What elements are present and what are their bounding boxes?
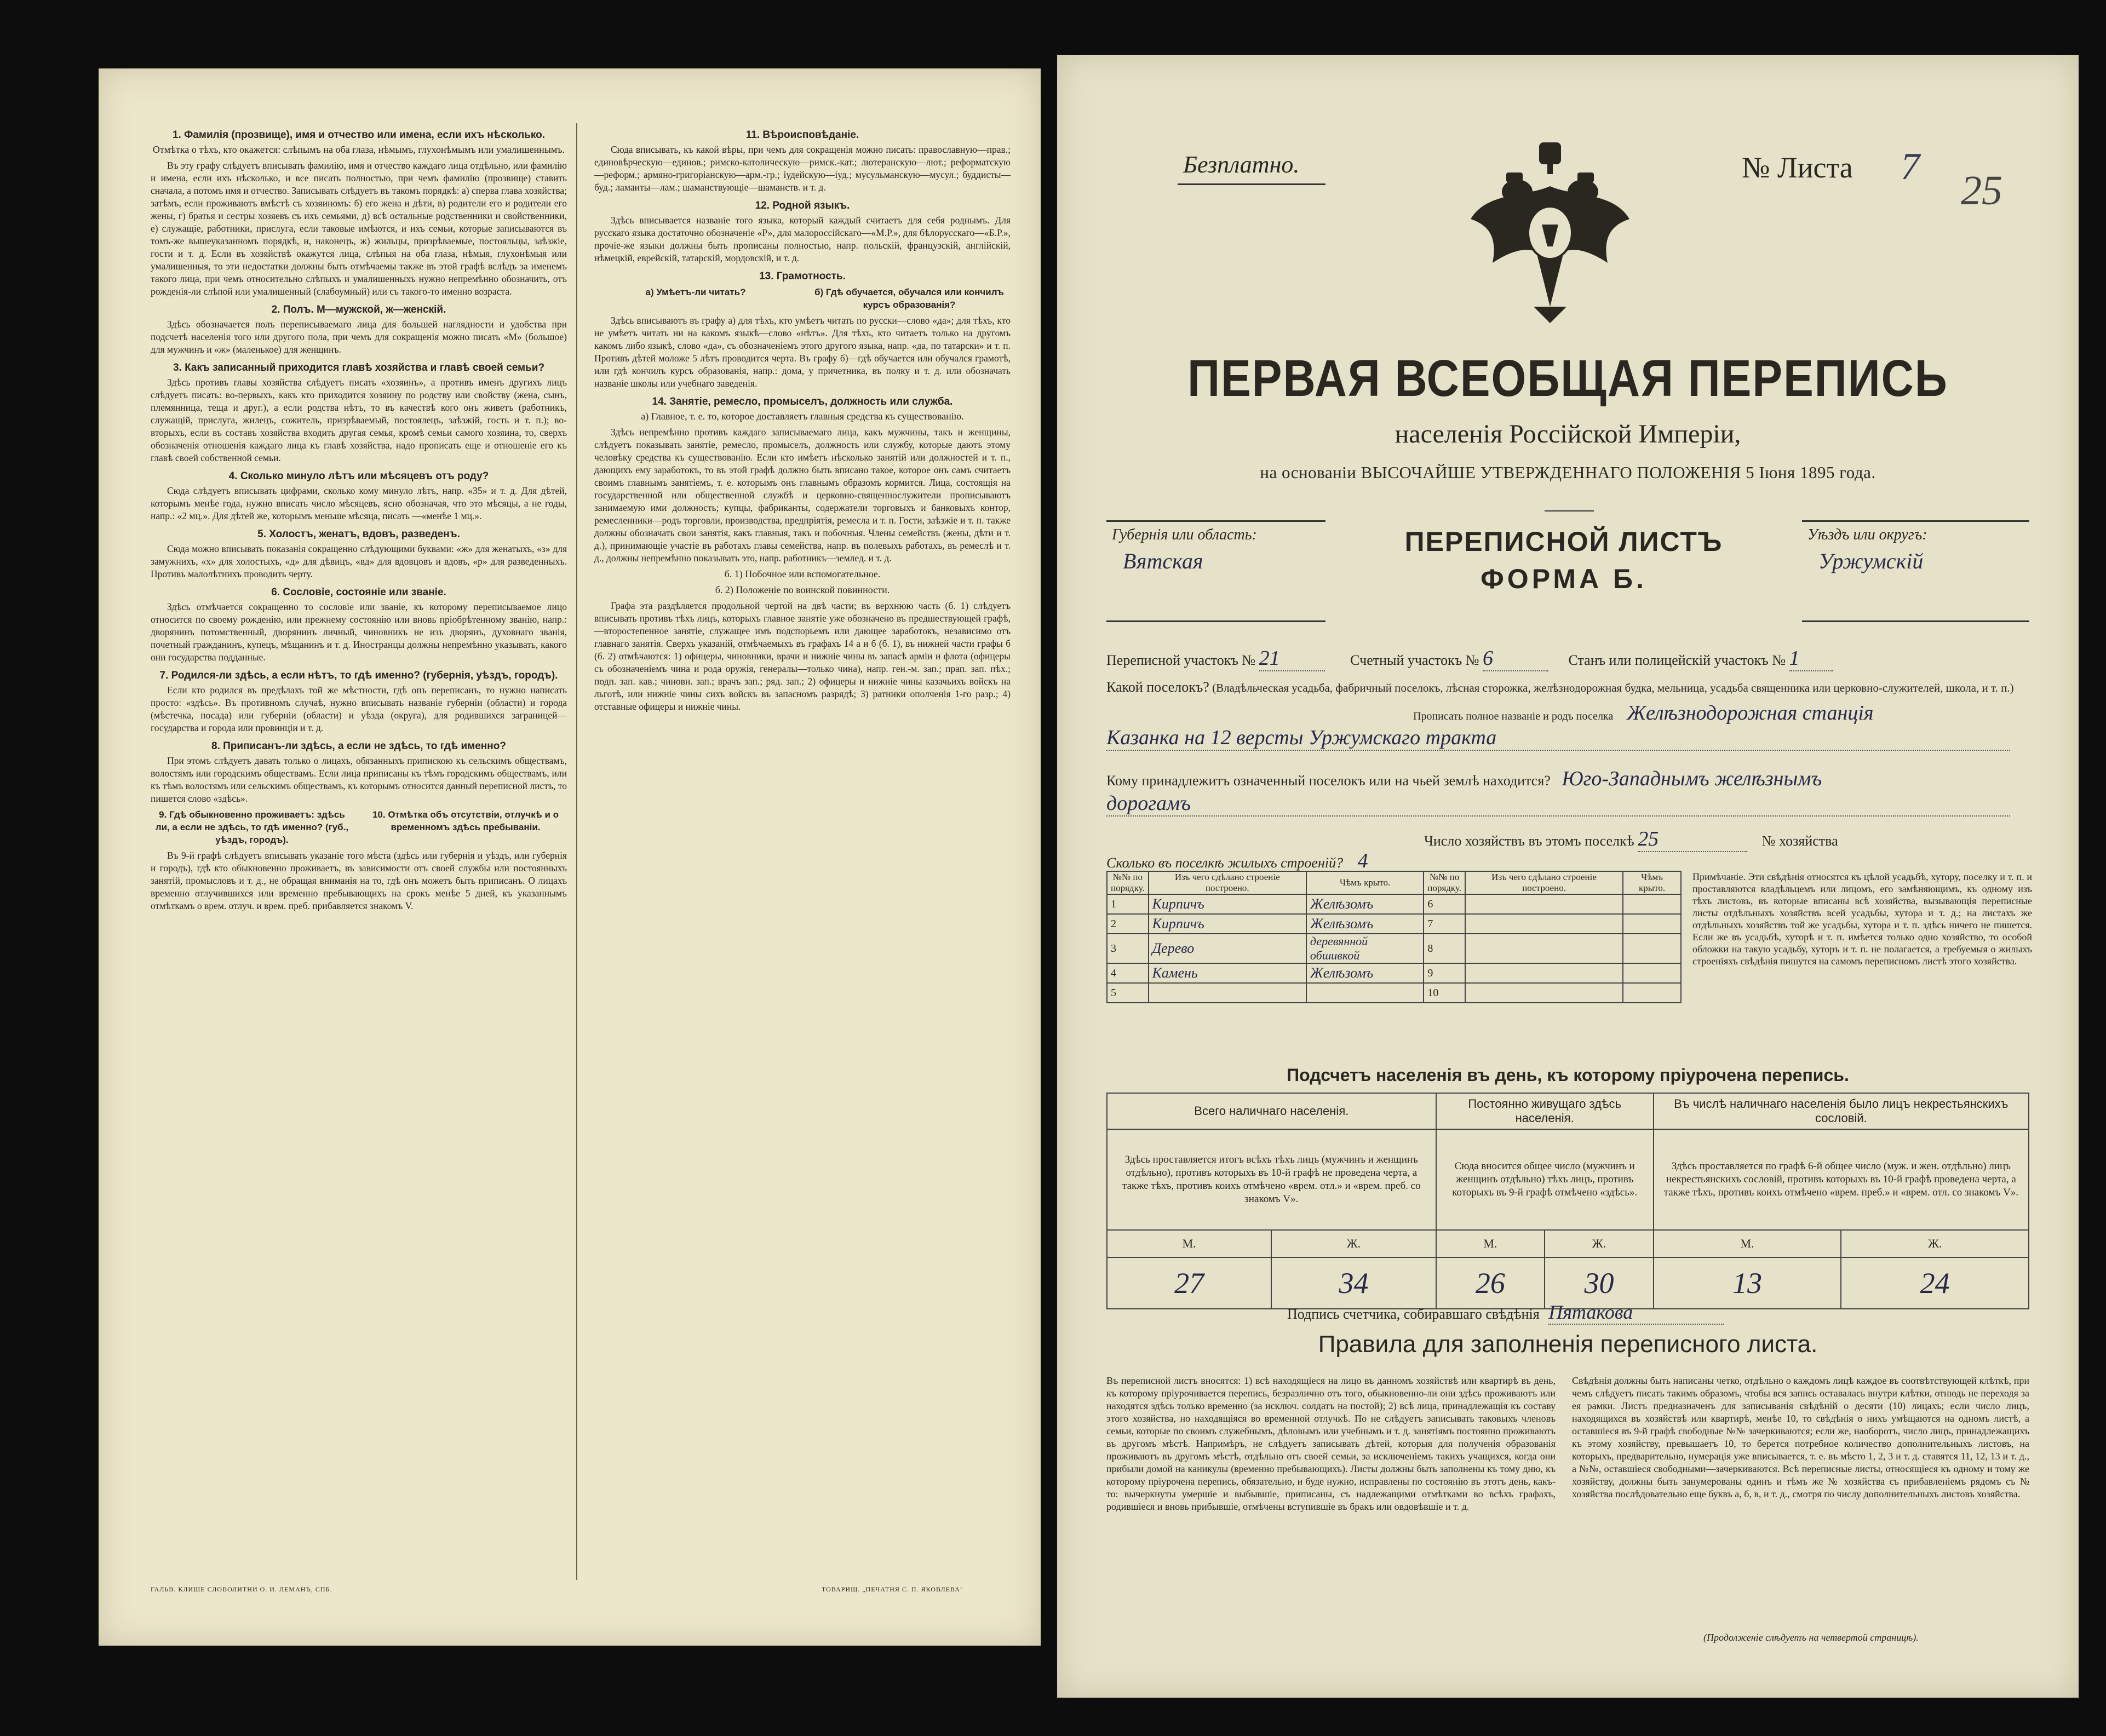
section-14b: [594, 568, 1011, 713]
table-row: [1107, 963, 1681, 983]
rules-right-column: Свѣдѣнія должны быть написаны четко, отдѣльно о каждомъ лицѣ каждое въ соотвѣтствующей клѣткѣ, при чемъ слѣдуетъ писать такимъ образомъ, чтобы вся запись оставалась внутри клѣтки, отнюдь не переходя за ея рамки. Листъ предназначенъ для записыванія свѣдѣній о десяти (10) лицахъ; если число лицъ, находящихся въ хозяйствѣ или квартирѣ, менѣе 10, то свѣдѣнія о нихъ умѣщаются на одномъ листѣ, а оставшіеся въ 9-й графѣ свободные №№ зачеркиваются; если же, наоборотъ, число лицъ, принадлежащихъ къ этому хозяйству, превышаетъ 10, то берется потребное количество дополнительныхъ листовъ, на которыхъ, предварительно, нумерація уже вписывается, т. е. въ мѣсто 1, 2, 3 и т. д. ставятся 11, 12, 13 и т. д., а №№, оставшіеся свободными—зачеркиваются. Всѣ переписные листы, относящіеся къ одному и тому же хозяйству, должны быть занумерованы одинъ и тѣмъ же № хозяйства съ прибавленіемъ рядомъ съ № хозяйства послѣдовательно еще буквъ а, б, в, и т. д., смотря по числу дополнительныхъ листовъ хозяйства.: [1572, 1375, 2029, 1499]
section-text: Сюда слѣдуетъ вписывать цифрами, сколько кому минуло лѣтъ, напр. «35» и т. д. Для дѣтей, которымъ менѣе года, нужно вписать число мѣсяцевъ, ясно обозначая, что это мѣсяцы, а не годы, напр.: «2 мц.». Для дѣтей же, которымъ меньше мѣсяца, писать —«менѣе 1 мц.».: [151, 485, 567, 521]
row-number: 2: [1107, 914, 1149, 934]
column-header: Изъ чего сдѣлано строеніе построено.: [1465, 871, 1623, 894]
men-label: М.: [1436, 1230, 1545, 1257]
section-heading: 12. Родной языкъ.: [755, 200, 850, 211]
section-14: [594, 395, 1011, 565]
owner-value-1: Юго-Западнымъ желѣзнымъ: [1562, 767, 1822, 790]
buildings-table: [1106, 871, 1682, 1003]
section-heading: 5. Холостъ, женатъ, вдовъ, разведенъ.: [257, 528, 460, 540]
column-header: Постоянно живущаго здѣсь населенія.: [1436, 1093, 1654, 1129]
resident-women-value: 30: [1545, 1257, 1654, 1309]
material-cell: Камень: [1149, 963, 1306, 983]
district-value: Уржумскій: [1818, 549, 1924, 573]
row-number: 1: [1107, 894, 1149, 914]
row-number: 3: [1107, 934, 1149, 963]
census-district-label: Переписной участокъ №: [1106, 652, 1256, 668]
table-row: [1107, 1129, 2029, 1230]
rules-title: Правила для заполненія переписного листа.: [1318, 1331, 1818, 1358]
free-underline: [1178, 183, 1325, 185]
census-form-page: [1057, 55, 2079, 1698]
household-number-label: № хозяйства: [1761, 833, 1838, 849]
imprint-left: ГАЛЬВ. КЛИШЕ СЛОВОЛИТНИ О. И. ЛЕМАНЪ, СПБ.: [151, 1585, 332, 1593]
owner-value-line: [1106, 791, 2029, 817]
corner-number: 25: [1961, 168, 2002, 214]
census-district-value: 21: [1259, 646, 1325, 671]
instructions-column-1: [151, 123, 567, 916]
section-heading: 3. Какъ записанный приходится главѣ хозяйства и главѣ своей семьи?: [173, 362, 545, 373]
sheet-number-value: 7: [1901, 146, 1920, 188]
settlement-hint-2: Прописать полное названіе и родъ поселка: [1413, 710, 1614, 722]
material-cell: Кирпичъ: [1149, 894, 1306, 914]
nonpeasant-women-value: 24: [1841, 1257, 2029, 1309]
settlement-value-line: [1106, 726, 2029, 751]
district-label: Уѣздъ или округъ:: [1807, 526, 1927, 543]
section-text: Графа эта раздѣляется продольной чертой на двѣ части; въ верхнюю часть (б. 1) слѣдуетъ вписывать противъ тѣхъ лицъ, которыхъ главное занятіе уже обозначено въ предшествующей графѣ,—второстепенное занятіе, служащее имъ подспорьемъ или дающее заработокъ, независимо отъ главнаго занятія. Сверхъ указаній, отмѣчаемыхъ въ графахъ 14 а и б (б. 1), въ нижней части графы б (б. 2) отмѣчаются: 1) офицеры, чиновники, врачи и нижніе чины въ запасѣ арміи и флота (офицеры съ обозначеніемъ чина и рода оружія, генералы—только чина), напр. ген.-м. зап.; прап. зап. пѣх.; подп. зап. кав.; чиновн. зап.; врачъ зап.; ряд. зап.; 2) офицеры и нижніе чины казачьихъ войскъ на льготѣ, или нижніе чины сихъ войскъ въ запасномъ разрядѣ; 3) ратники ополченія 1-го разр.; 4) отставные офицеры и нижніе чины.: [594, 600, 1011, 712]
section-text: Здѣсь вписываютъ въ графу а) для тѣхъ, кто умѣетъ читать по русски—слово «да»; для тѣхъ, кто не умѣетъ читать ни на какомъ языкѣ—слово «нѣтъ». Для тѣхъ, кто читаетъ только на другомъ какомъ либо языкѣ, слово «да», съ обозначеніемъ этого другого языка, напр. «да, по татарски» и т. п. Противъ дѣтей моложе 5 лѣтъ проводится черта. Въ графу б)—гдѣ обучается или обучался грамотѣ, или гдѣ кончилъ курсъ образованія, напр.: дома, у причетника, въ полку и т. д. или обозначать названіе школы или учебнаго заведенія.: [594, 315, 1011, 389]
province-value: Вятская: [1123, 549, 1203, 573]
divider: [1545, 510, 1594, 511]
buildings-note: Примѣчаніе. Эти свѣдѣнія относятся къ цѣлой усадьбѣ, хутору, поселку и т. п. и проставляются владѣльцемъ или лицомъ, его замѣняющимъ, къ одному изъ тѣхъ листовъ, въ которые вписаны всѣ хозяйства, вызывающія переписные листы отдѣльныхъ хозяйствъ всей усадьбы, хутора и т. д.; на листахъ же отдѣльныхъ хозяйствъ той же усадьбы, хутора и т. п. здѣсь ничего не пишется. Если же въ усадьбѣ, хуторѣ и т. п. имѣется только одно хозяйство, то особой обложки на такую усадьбу, хуторъ и т. п. не полагается, а требуемыя о жилыхъ строеніяхъ свѣдѣнія пишутся на самомъ переписномъ листѣ этого хозяйства.: [1692, 871, 2032, 967]
main-title: ПЕРВАЯ ВСЕОБЩАЯ ПЕРЕПИСЬ: [1187, 350, 1948, 407]
instructions-column-2: [594, 123, 1011, 716]
men-label: М.: [1654, 1230, 1841, 1257]
section-subheading: а) Главное, т. е. то, которое доставляетъ главныя средства къ существованію.: [641, 411, 964, 422]
women-label: Ж.: [1841, 1230, 2029, 1257]
count-district-label: Счетный участокъ №: [1350, 652, 1479, 668]
column-header: Въ числѣ наличнаго населенія было лицъ некрестьянскихъ сословій.: [1654, 1093, 2029, 1129]
section-13: [594, 270, 1011, 390]
table-row: [1107, 914, 1681, 934]
section-7: [151, 669, 567, 734]
section-text: Если кто родился въ предѣлахъ той же мѣстности, гдѣ опъ переписанъ, то нужно написать просто: «здѣсь». Въ противномъ случаѣ, нужно вписывать названіе губерніи (области) и города (мѣстечка, посада) или губерніи (области) и уѣзда (округа), для родившихся заграницей—государства и города или провинціи и т. д.: [151, 685, 567, 733]
settlement-value-2: Казанка на 12 версты Уржумскаго тракта: [1106, 726, 2010, 751]
women-label: Ж.: [1271, 1230, 1436, 1257]
column-header: №№ по порядку.: [1107, 871, 1149, 894]
double-headed-eagle-emblem-icon: [1465, 142, 1635, 329]
section-text: Сюда вписывать, къ какой вѣры, при чемъ для сокращенія можно писать: православную—прав.; единовѣрческую—единов.; римско-католическую—римск.-кат.; лютеранскую—лют.; реформатскую—реформ.; армяно-григоріанскую—арм.-гр.; іудейскую—іуд.; мусульманскую—мусул.; буддисты—буд.; ламаиты—лам.; шаманствующіе—шаманств. и т. д.: [594, 144, 1011, 193]
population-count-title: Подсчетъ населенія въ день, къ которому пріурочена перепись.: [1287, 1065, 1849, 1085]
men-label: М.: [1107, 1230, 1271, 1257]
row-number: 7: [1424, 914, 1465, 934]
section-heading: 2. Полъ. М—мужской, ж—женскій.: [271, 304, 446, 315]
section-2: [151, 303, 567, 356]
row-number: 8: [1424, 934, 1465, 963]
row-number: 4: [1107, 963, 1149, 983]
owner-label: Кому принадлежитъ означенный поселокъ или на чьей землѣ находится?: [1106, 773, 1551, 789]
section-1: [151, 129, 567, 298]
section-subheading: б. 2) Положеніе по воинской повинности.: [715, 584, 890, 595]
signature-label: Подпись счетчика, собиравшаго свѣдѣнія: [1287, 1306, 1540, 1322]
roof-cell: Желѣзомъ: [1306, 963, 1424, 983]
population-count-table: [1106, 1093, 2029, 1309]
owner-value-2: дорогамъ: [1106, 791, 2010, 817]
settlement-value-1: Желѣзнодорожная станція: [1627, 702, 1874, 725]
section-heading: 14. Занятіе, ремесло, промыселъ, должность или служба.: [652, 396, 953, 407]
settlement-label: Какой поселокъ?: [1106, 679, 1209, 695]
literacy-subheadings: [594, 286, 1011, 311]
row-number: 9: [1424, 963, 1465, 983]
settlement-line: [1106, 679, 2029, 695]
column-description: Здѣсь проставляется по графѣ 6-й общее число (муж. и жен. отдѣльно) лицъ некрестьянскихъ сословій, противъ которыхъ въ 10-й графѣ проведена черта, а также тѣхъ, противъ коихъ отмѣчено «врем. преб.» и «врем. отл. со знакомъ V».: [1654, 1129, 2029, 1230]
column-header: Всего наличнаго населенія.: [1107, 1093, 1436, 1129]
section-heading: 4. Сколько минуло лѣтъ или мѣсяцевъ отъ роду?: [228, 470, 489, 482]
section-text: Здѣсь вписывается названіе того языка, который каждый считаетъ для себя роднымъ. Для русскаго языка достаточно обозначеніе «Р», для малороссійскаго—«М.Р.», для бѣлорусскаго—«Б.Р.», прочіе-же языки должны быть прописаны полностью, напр. польскій, французскій, англійскій, нѣмецкій, еврейскій, татарскій, мордовскій, и т. д.: [594, 215, 1011, 263]
row-number: 5: [1107, 983, 1149, 1003]
material-cell: Кирпичъ: [1149, 914, 1306, 934]
roof-cell: Желѣзомъ: [1306, 914, 1424, 934]
total-women-value: 34: [1271, 1257, 1436, 1309]
column-description: Сюда вносится общее число (мужчинъ и женщинъ отдѣльно) тѣхъ лицъ, противъ которыхъ въ 9-й графѣ отмѣчено «здѣсь».: [1436, 1129, 1654, 1230]
households-label: Число хозяйствъ въ этомъ поселкѣ: [1424, 833, 1634, 849]
section-heading: 6. Сословіе, состояніе или званіе.: [271, 587, 446, 598]
section-heading: 11. Вѣроисповѣданіе.: [745, 129, 859, 141]
section-heading: б. 1) Побочное или вспомогательное.: [724, 568, 881, 579]
table-header-row: [1107, 1093, 2029, 1129]
section-heading: 8. Приписанъ-ли здѣсь, а если не здѣсь, то гдѣ именно?: [211, 740, 506, 752]
signature-line: [1287, 1301, 1724, 1325]
section-3: [151, 361, 567, 464]
row-number: 10: [1424, 983, 1465, 1003]
section-5: [151, 528, 567, 580]
literacy-a-heading: а) Умѣетъ-ли читать?: [645, 287, 746, 297]
roof-cell: деревянной обшивкой: [1306, 934, 1424, 963]
section-8: [151, 740, 567, 805]
column-header: Изъ чего сдѣлано строеніе построено.: [1149, 871, 1306, 894]
section-9-heading: 9. Гдѣ обыкновенно проживаетъ: здѣсь ли, а если не здѣсь, то гдѣ именно? (губ., уѣздъ, городъ).: [155, 809, 349, 845]
section-text: При этомъ слѣдуетъ давать только о лицахъ, обязанныхъ припискою къ сельскимъ обществамъ, волостямъ или городскимъ обществамъ. Если лица приписаны къ тѣмъ городскимъ обществамъ, или къ тѣмъ волостямъ или сельскимъ обществамъ, къ которымъ относится данный переписной листъ, то пишется слово «здѣсь».: [151, 755, 567, 804]
instructions-page: [99, 68, 1041, 1646]
section-text: Въ эту графу слѣдуетъ вписывать фамилію, имя и отчество каждаго лица отдѣльно, или фамилію и имена, если ихъ нѣсколько, и все писать полностью, при чемъ фамилію (прозвище) ставить сначала, а потомъ имя и отчество. Записывать слѣдуетъ въ такомъ порядкѣ: а) сперва глава хозяйства; затѣмъ, если проживаютъ вмѣстѣ съ хозяиномъ: б) его жена и дѣти, в) родители его и родители его жены, г) братья и сестры хозяевъ съ ихъ семьями, д) всѣ остальные родственники и свойственники, е) служащіе, работники, прислуга, если таковые имѣются, и ихъ семьи, которые записываются въ томъ-же вышеуказанномъ порядкѣ, и, наконецъ, ж) жильцы, призрѣваемые, постояльцы, заѣзжіе, гости и т. д. Если въ хозяйствѣ окажутся лица, слѣпыя на оба глаза, нѣмыя, глухонѣмыя или умалишенныя, то эти недостатки должны быть отмѣчаемы также въ этой графѣ вслѣдъ за именемъ такого лица, при чемъ относительно слѣпыхъ и умалишенныхъ нужно непремѣнно обозначить, отъ рожденія-ли слѣпой или умалишенный (слабоумный) или съ такого-то именно возраста.: [151, 160, 567, 297]
section-text: Здѣсь непремѣнно противъ каждаго записываемаго лица, какъ мужчины, такъ и женщины, слѣдуетъ показывать занятіе, ремесло, промыселъ, должность или службу, которые даютъ этому человѣку средства къ существованію. Если кто имѣетъ нѣсколько занятій или должностей и т. п., дающихъ ему заработокъ, то въ этой графѣ должно быть вписано такое, которое онъ самъ считаетъ своимъ главнымъ занятіемъ, т. е. которымъ онъ главнымъ образомъ кормится. Лица, состоящія на государственной или общественной службѣ и церковно-священнослужители прописываютъ занимаемую ими должность; купцы, фабриканты, содержатели торговыхъ и банковыхъ контор, ремесленники—родъ торговли, производства, предпріятія, ремесла и т. п. Гости, заѣзжіе и т. п. также должны обозначать свои занятія, какъ главныя, такъ и побочныя. Члены семействъ (жены, дѣти и т. д.), принимающіе участіе въ работахъ главы семейства, напр. въ полевыхъ работахъ, въ ремеслѣ и т. д., должны непремѣнно показывать это, напр. работникъ—землед. и т. д.: [594, 427, 1011, 564]
section-heading: 13. Грамотность.: [759, 271, 846, 282]
section-9-10-headings: [151, 808, 567, 846]
province-label: Губернія или область:: [1112, 526, 1257, 543]
section-subheading: Отмѣтка о тѣхъ, кто окажется: слѣпымъ на оба глаза, нѣмымъ, глухонѣмымъ или умалишеннымъ.: [152, 144, 565, 155]
free-label: Безплатно.: [1183, 151, 1300, 178]
roof-cell: [1306, 983, 1424, 1003]
women-label: Ж.: [1545, 1230, 1654, 1257]
column-header: Чѣмъ крыто.: [1623, 871, 1681, 894]
sheet-number-label: № Листа: [1742, 151, 1853, 184]
form-header: [1106, 520, 2029, 624]
material-cell: Дерево: [1149, 934, 1306, 963]
section-9-10-text: Въ 9-й графѣ слѣдуетъ вписывать указаніе того мѣста (здѣсь или губернія и уѣздъ, или губернія и городъ), гдѣ кто обыкновенно проживаетъ, въ зависимости отъ своей службы или постоянныхъ занятій, промысловъ и т. д., не обращая вниманія на то, гдѣ онъ можетъ быть приписанъ. О лицахъ временно отлучившихся или временно пребывающихъ на срокъ менѣе 5 дней, къ указаннымъ отмѣткамъ о врем. отлуч. и врем. преб. прибавляется знакомъ V.: [151, 850, 567, 911]
section-6: [151, 586, 567, 664]
section-text: Здѣсь отмѣчается сокращенно то сословіе или званіе, къ которому переписываемое лицо относится по своему рожденію, или прежнему состоянію или вновь пріобрѣтенному званію, напр.: дворянинъ потомственный, дворянинъ личный, чиновникъ не изъ дворянъ, духовнаго званія, почетный гражданинъ, купецъ, мѣщанинъ и т. д. Иностранцы должны непремѣнно указывать, какого они государства подданные.: [151, 601, 567, 663]
section-text: Сюда можно вписывать показанія сокращенно слѣдующими буквами: «ж» для женатыхъ, «з» для замужнихъ, «х» для холостыхъ, «д» для дѣвицъ, «вд» для вдовцовъ и вдовъ, «р» для разведенныхъ. Противъ малолѣтнихъ проводить черту.: [151, 543, 567, 579]
column-header: №№ по порядку.: [1424, 871, 1465, 894]
material-cell: [1149, 983, 1306, 1003]
literacy-b-heading: б) Гдѣ обучается, обучался или кончилъ курсъ образованія?: [814, 287, 1004, 310]
roof-cell: Желѣзомъ: [1306, 894, 1424, 914]
form-letter: ФОРМА Б.: [1480, 564, 1647, 594]
column-description: Здѣсь проставляется итогъ всѣхъ тѣхъ лицъ (мужчинъ и женщинъ отдѣльно), противъ которыхъ въ 10-й графѣ не проведена черта, а также тѣхъ, противъ коихъ отмѣчено «врем. отл.» и «врем. преб. со знакомъ V».: [1107, 1129, 1436, 1230]
imprint-right: ТОВАРИЩ. „ПЕЧАТНЯ С. П. ЯКОВЛЕВА": [822, 1585, 963, 1593]
row-number: 6: [1424, 894, 1465, 914]
settlement-hint: (Владѣльческая усадьба, фабричный поселокъ, лѣсная сторожка, желѣзнодорожная будка, мельница, усадьба священника или церковно-служителей, школа, и т. п.): [1212, 681, 2014, 694]
section-4: [151, 470, 567, 522]
districts-line: [1106, 646, 2029, 671]
resident-men-value: 26: [1436, 1257, 1545, 1309]
table-row: [1107, 1230, 2029, 1257]
subtitle: населенія Россійской Имперіи,: [1395, 419, 1741, 449]
section-heading: 1. Фамилія (прозвище), имя и отчество или имена, если ихъ нѣсколько.: [172, 129, 546, 141]
table-header-row: [1107, 871, 1681, 894]
section-12: [594, 199, 1011, 265]
table-row: [1107, 894, 1681, 914]
stan-value: 1: [1789, 646, 1833, 671]
section-text: Здѣсь противъ главы хозяйства слѣдуетъ писать «хозяинъ», а противъ именъ другихъ лицъ слѣдуетъ писать: во-первыхъ, какъ кто приходится хозяину по родству или свойству (жена, сынъ, племянница, теща и друг.), а если родства нѣтъ, то въ качествѣ кого онъ живетъ (работникъ, служащій, прислуга, жилецъ, сожитель, призрѣваемый, постоялецъ, заѣзжій, гость и т. п.); во-вторыхъ, если въ составъ хозяйства входить другая семья, кромѣ семьи самого хозяина, то, сверхъ обозначенія отношенія каждаго лица къ главѣ хозяйства, надо прописать еще и отношеніе его къ главѣ своей собственной семьи.: [151, 377, 567, 463]
form-title-block: [1331, 520, 1797, 619]
counter-signature: Пятакова: [1548, 1301, 1724, 1325]
buildings-label: Сколько въ поселкѣ жилыхъ строеній?: [1106, 855, 1344, 871]
district-field: [1802, 520, 2029, 622]
buildings-count-line: [1106, 849, 2029, 873]
stan-label: Станъ или полицейскій участокъ №: [1568, 652, 1786, 668]
table-row: [1107, 934, 1681, 963]
settlement-hint-line: [1106, 701, 2029, 725]
count-district-value: 6: [1483, 646, 1548, 671]
rules-continuation-note: (Продолженіе слѣдуетъ на четвертой страницѣ).: [1703, 1632, 1919, 1643]
nonpeasant-men-value: 13: [1654, 1257, 1841, 1309]
households-value: 25: [1638, 827, 1747, 852]
column-divider: [576, 123, 577, 1580]
section-11: [594, 129, 1011, 194]
province-field: [1106, 520, 1325, 622]
basis-line: на основаніи ВЫСОЧАЙШЕ УТВЕРЖДЕННАГО ПОЛОЖЕНІЯ 5 Іюня 1895 года.: [1260, 463, 1876, 482]
buildings-value: 4: [1357, 849, 1368, 872]
rules-left-column: Въ переписной листъ вносятся: 1) всѣ находящіеся на лицо въ данномъ хозяйствѣ или квартирѣ въ день, къ которому пріурочивается перепись, безразлично отъ того, обыкновенно-ли они здѣсь проживаютъ или находятся здѣсь только временно (за исключ. солдатъ на постой); 2) всѣ лица, принадлежащія къ составу этого хозяйства, но находящіяся во временной отлучкѣ. По не слѣдуетъ записывать таковыхъ членовъ семьи, которые по своимъ служебнымъ, дѣловымъ или учебнымъ и т. д. занятіямъ постоянно проживаютъ въ другомъ мѣстѣ. Напримѣръ, не слѣдуетъ записывать дѣтей, которыя для полученія образованія проживаютъ въ другомъ мѣстѣ, отдѣльно отъ своей семьи, за исключеніемъ такихъ учащихся, когда они прибыли домой на каникулы (временно пребывающихъ). Листы должны быть заполнены къ тому дню, къ которому пріурочена перепись, обязательно, и буде нужно, исправлены по состоянію въ этотъ день, какъ-то: вычеркнуты умершіе и выбывшіе, приписаны, съ надлежащими отмѣтками во всѣхъ графахъ, родившіеся и вновь прибывшіе, отмѣчены вступившіе въ бракъ или овдовѣвшіе и т. д.: [1106, 1375, 1556, 1512]
section-text: Здѣсь обозначается полъ переписываемаго лица для большей наглядности и удобства при подсчетѣ населенія того или другого пола, при чемъ для сокращенія можно писать «М» (большое) для мужчинъ и «ж» (маленькое) для женщинъ.: [151, 319, 567, 355]
owner-line: [1106, 767, 2029, 791]
total-men-value: 27: [1107, 1257, 1271, 1309]
section-heading: 7. Родился-ли здѣсь, а если нѣтъ, то гдѣ именно? (губернія, уѣздъ, городъ).: [159, 670, 558, 681]
table-row: [1107, 983, 1681, 1003]
column-header: Чѣмъ крыто.: [1306, 871, 1424, 894]
form-title: ПЕРЕПИСНОЙ ЛИСТЪ: [1404, 526, 1723, 557]
section-10-heading: 10. Отмѣтка объ отсутствіи, отлучкѣ и о временномъ здѣсь пребываніи.: [372, 809, 559, 832]
